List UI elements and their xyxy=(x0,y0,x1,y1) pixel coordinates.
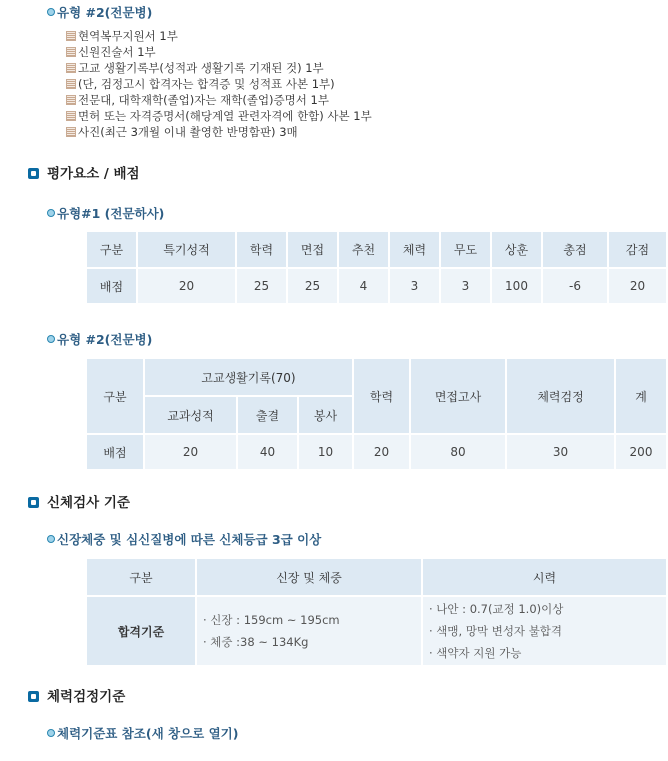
table-cell: 20 xyxy=(354,435,409,469)
required-documents-list xyxy=(66,28,372,140)
circle-bullet-icon xyxy=(47,8,55,16)
section-bullet-icon xyxy=(28,691,39,702)
circle-bullet-icon xyxy=(47,535,55,543)
table-cell: 25 xyxy=(288,269,337,303)
circle-bullet-icon xyxy=(47,209,55,217)
vision-criteria-line: · 나안 : 0.7(교정 1.0)이상 xyxy=(429,602,564,616)
table-cell: 25 xyxy=(237,269,286,303)
table-header: 학력 xyxy=(237,232,286,267)
table-header: 총점 xyxy=(543,232,607,267)
type2-docs-heading: 유형 #2(전문병) xyxy=(47,3,152,21)
fitness-standards-link[interactable]: 체력기준표 참조(새 창으로 열기) xyxy=(47,724,238,742)
table-header: 무도 xyxy=(441,232,490,267)
table-cell: 200 xyxy=(616,435,666,469)
table-header: 감점 xyxy=(609,232,666,267)
vision-criteria-cell xyxy=(423,597,666,665)
physical-section-title: 신체검사 기준 xyxy=(28,491,130,511)
list-item: 전문대, 대학재학(졸업)자는 재학(졸업)증명서 1부 xyxy=(66,92,372,108)
table-cell: 100 xyxy=(492,269,541,303)
table-cell: -6 xyxy=(543,269,607,303)
eval-section-title: 평가요소 / 배점 xyxy=(28,162,140,182)
square-bullet-icon xyxy=(66,47,76,57)
list-item: 사진(최근 3개월 이내 촬영한 반명함판) 3매 xyxy=(66,124,372,140)
list-item: 고교 생활기록부(성적과 생활기록 기재된 것) 1부 xyxy=(66,60,372,76)
table-header: 추천 xyxy=(339,232,388,267)
row-label: 배점 xyxy=(87,435,143,469)
table-header: 학력 xyxy=(354,359,409,433)
square-bullet-icon xyxy=(66,31,76,41)
table-cell: 4 xyxy=(339,269,388,303)
table-header: 출결 xyxy=(238,397,297,433)
list-item: 현역복무지원서 1부 xyxy=(66,28,372,44)
body-criteria-line: · 체중 :38 ~ 134Kg xyxy=(203,635,309,649)
table-header: 봉사 xyxy=(299,397,352,433)
table-header: 구분 xyxy=(87,232,136,267)
table-cell: 40 xyxy=(238,435,297,469)
physical-heading: 신장체중 및 심신질병에 따른 신체등급 3급 이상 xyxy=(47,530,321,548)
fitness-section-title: 체력검정기준 xyxy=(28,685,125,705)
table-header: 신장 및 체중 xyxy=(197,559,421,595)
square-bullet-icon xyxy=(66,63,76,73)
row-label: 합격기준 xyxy=(87,597,195,665)
table-header: 교과성적 xyxy=(145,397,236,433)
circle-bullet-icon xyxy=(47,729,55,737)
table-header: 상훈 xyxy=(492,232,541,267)
list-item: 면허 또는 자격증명서(해당계열 관련자격에 한함) 사본 1부 xyxy=(66,108,372,124)
table-header: 구분 xyxy=(87,359,143,433)
type2-score-table xyxy=(85,357,668,471)
square-bullet-icon xyxy=(66,111,76,121)
table-header: 시력 xyxy=(423,559,666,595)
square-bullet-icon xyxy=(66,79,76,89)
table-header: 면접고사 xyxy=(411,359,505,433)
body-criteria-cell xyxy=(197,597,421,665)
square-bullet-icon xyxy=(66,127,76,137)
table-header: 구분 xyxy=(87,559,195,595)
table-header: 특기성적 xyxy=(138,232,235,267)
section-bullet-icon xyxy=(28,168,39,179)
table-cell: 3 xyxy=(441,269,490,303)
table-cell: 3 xyxy=(390,269,439,303)
type1-heading: 유형#1 (전문하사) xyxy=(47,204,164,222)
body-criteria-line: · 신장 : 159cm ~ 195cm xyxy=(203,613,340,627)
table-cell: 30 xyxy=(507,435,614,469)
physical-criteria-table xyxy=(85,557,668,667)
table-header: 체력검정 xyxy=(507,359,614,433)
table-cell: 10 xyxy=(299,435,352,469)
type1-score-table xyxy=(85,230,668,305)
list-item: 신원진술서 1부 xyxy=(66,44,372,60)
section-bullet-icon xyxy=(28,497,39,508)
vision-criteria-line: · 색맹, 망막 변성자 불합격 xyxy=(429,624,563,638)
table-cell: 20 xyxy=(609,269,666,303)
square-bullet-icon xyxy=(66,95,76,105)
table-header: 체력 xyxy=(390,232,439,267)
row-label: 배점 xyxy=(87,269,136,303)
table-cell: 20 xyxy=(138,269,235,303)
table-header: 면접 xyxy=(288,232,337,267)
table-cell: 20 xyxy=(145,435,236,469)
table-header-group: 고교생활기록(70) xyxy=(145,359,352,395)
table-cell: 80 xyxy=(411,435,505,469)
list-item: (단, 검정고시 합격자는 합격증 및 성적표 사본 1부) xyxy=(66,76,372,92)
vision-criteria-line: · 색약자 지원 가능 xyxy=(429,646,522,660)
table-header: 계 xyxy=(616,359,666,433)
type2-heading: 유형 #2(전문병) xyxy=(47,330,152,348)
circle-bullet-icon xyxy=(47,335,55,343)
